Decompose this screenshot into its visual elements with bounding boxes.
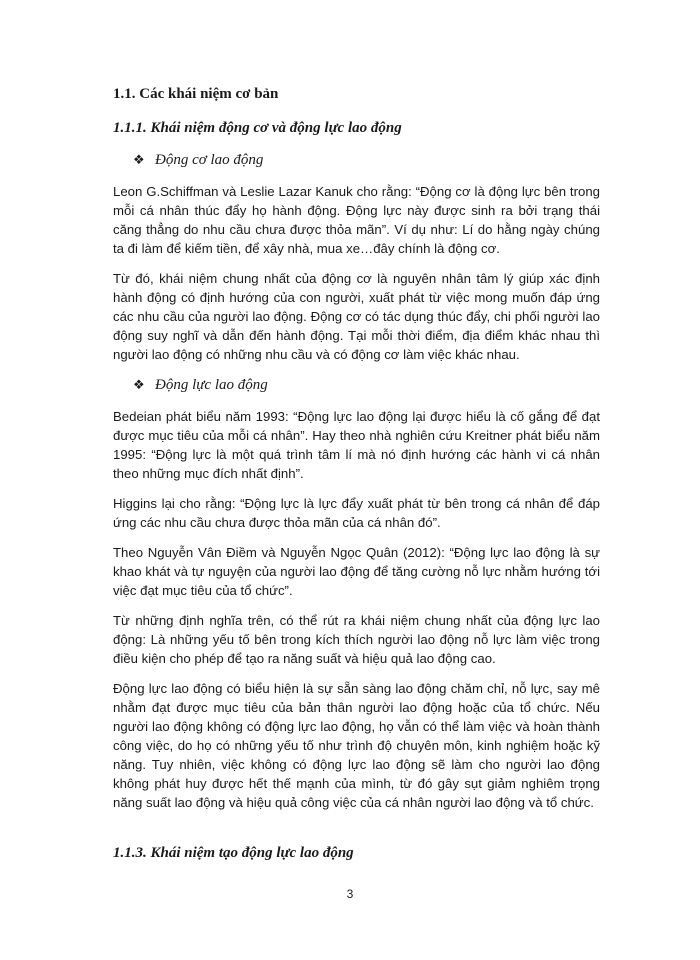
page-content <box>113 84 600 875</box>
bullet-label: Động cơ lao động <box>155 152 264 168</box>
bullet-item <box>133 150 600 170</box>
paragraph: Leon G.Schiffman và Leslie Lazar Kanuk cho rằng: “Động cơ là động lực bên trong mỗi cá nhân thúc đẩy họ hành động. Động lực này được sinh ra bởi trạng thái căng thẳng do nhu cầu chưa được thỏa mãn”. Ví dụ như: Lí do hằng ngày chúng ta đi làm để kiếm tiền, để xây nhà, mua xe…đây chính là động cơ. <box>113 184 600 256</box>
paragraph: Động lực lao động có biểu hiện là sự sẵn sàng lao động chăm chỉ, nỗ lực, say mê nhằm đạt được mục tiêu của bản thân người lao động hoặc của tổ chức. Nếu người lao động không có động lực lao động, họ vẫn có thể làm việc và hoàn thành công việc, do họ có những yếu tố như trình độ chuyên môn, kinh nghiệm hoặc kỹ năng. Tuy nhiên, việc không có động lực lao động sẽ làm cho người lao động không phát huy được hết thế mạnh của mình, từ đó gây sụt giảm nghiêm trọng năng suất lao động và hiệu quả công việc của cá nhân người lao động và tổ chức. <box>113 681 600 810</box>
bullet-label: Động lực lao động <box>155 377 268 393</box>
bullet-item <box>133 375 600 395</box>
subsection-heading: 1.1.3. Khái niệm tạo động lực lao động <box>113 845 354 861</box>
paragraph: Từ đó, khái niệm chung nhất của động cơ là nguyên nhân tâm lý giúp xác định hành động có định hướng của con người, xuất phát từ việc mong muốn đáp ứng các nhu cầu của người lao động. Động cơ có tác dụng thúc đẩy, chi phối người lao động suy nghĩ và dẫn đến hành động. Tại mỗi thời điểm, địa điểm khác nhau thì người lao động có những nhu cầu và có động cơ làm việc khác nhau. <box>113 271 600 362</box>
paragraph: Theo Nguyễn Vân Điềm và Nguyễn Ngọc Quân (2012): “Động lực lao động là sự khao khát và tự nguyện của người lao động để tăng cường nỗ lực nhằm hướng tới việc đạt mục tiêu của tổ chức”. <box>113 545 600 598</box>
paragraph: Từ những định nghĩa trên, có thể rút ra khái niệm chung nhất của động lực lao động: Là những yếu tố bên trong kích thích người lao động nỗ lực làm việc trong điều kiện cho phép để tạo ra năng suất và hiệu quả lao động cao. <box>113 613 600 666</box>
paragraph: Higgins lại cho rằng: “Động lực là lực đẩy xuất phát từ bên trong cá nhân để đáp ứng các nhu cầu chưa được thỏa mãn của cá nhân đó”. <box>113 496 600 530</box>
diamond-bullet-icon: ❖ <box>133 377 145 392</box>
section-heading: 1.1. Các khái niệm cơ bản <box>113 86 279 102</box>
diamond-bullet-icon: ❖ <box>133 152 145 167</box>
page-number: 3 <box>346 887 354 901</box>
subsection-heading: 1.1.1. Khái niệm động cơ và động lực lao động <box>113 120 402 136</box>
paragraph: Bedeian phát biểu năm 1993: “Động lực lao động lại được hiểu là cố gắng để đạt được mục tiêu của mỗi cá nhân”. Hay theo nhà nghiên cứu Kreitner phát biểu năm 1995: “Động lực là một quá trình tâm lí mà nó định hướng các hành vi cá nhân theo những mục đích nhất định”. <box>113 409 600 481</box>
